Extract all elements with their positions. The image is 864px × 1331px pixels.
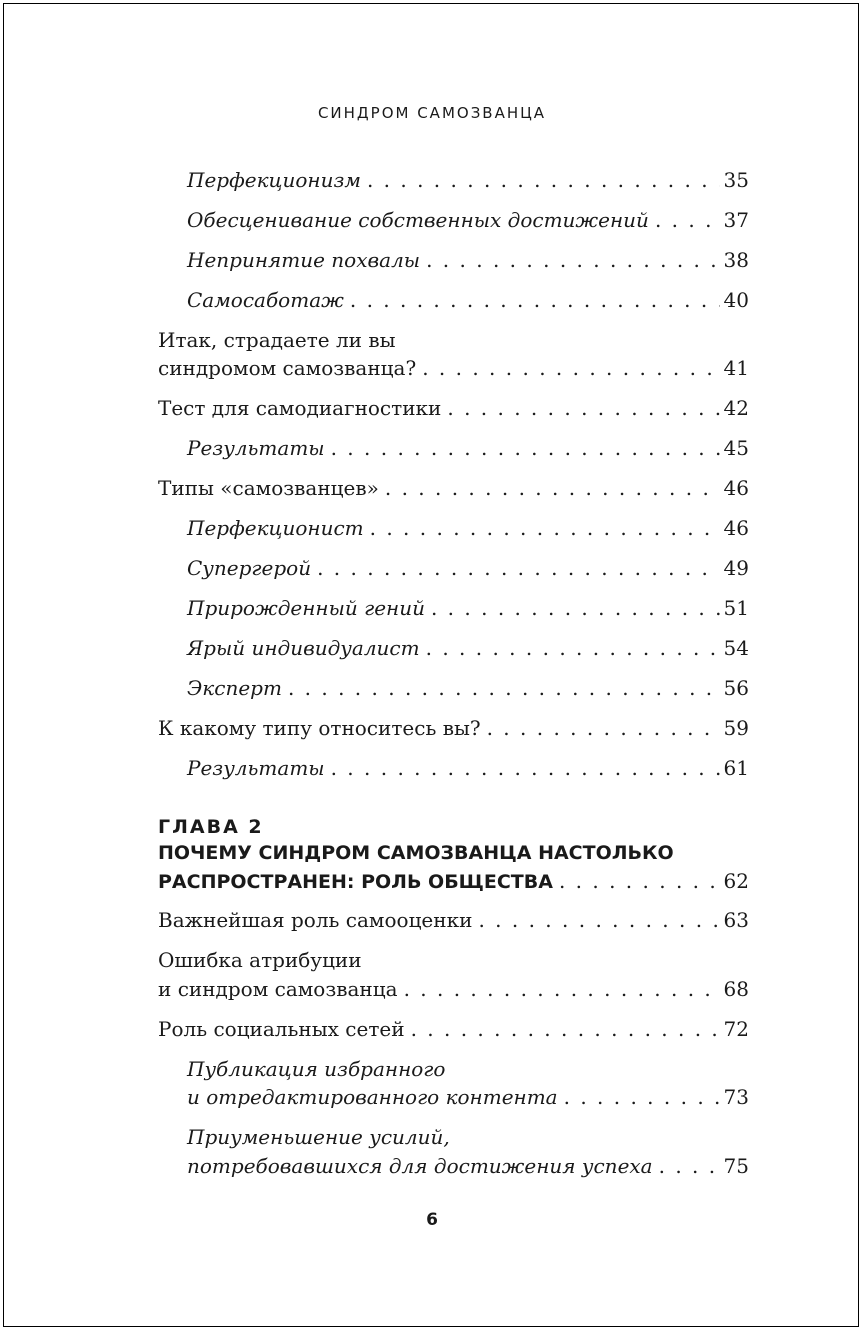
running-head: СИНДРОМ САМОЗВАНЦА — [317, 104, 547, 122]
toc-entry-title: потребовавшихся для достижения успеха — [187, 1154, 653, 1178]
toc-entry-title: Непринятие похвалы — [187, 248, 421, 272]
toc-entry — [187, 633, 749, 663]
toc-entry-title: и отредактированного контента — [187, 1085, 558, 1109]
toc-entry — [187, 1082, 749, 1112]
toc-entry-title: Ярый индивидуалист — [187, 636, 420, 660]
toc-entry-title: Перфекционист — [187, 516, 364, 540]
toc-entry-title: Тест для самодиагностики — [158, 396, 442, 420]
toc-entry-page: 56 — [723, 676, 749, 700]
toc-entry-page: 72 — [723, 1017, 749, 1041]
chapter-page: 62 — [723, 869, 749, 893]
toc-entry — [187, 753, 749, 783]
toc-entry-page: 61 — [723, 756, 749, 780]
chapter-title-line1: ПОЧЕМУ СИНДРОМ САМОЗВАНЦА НАСТОЛЬКО — [158, 842, 674, 864]
toc-entry-title: Важнейшая роль самооценки — [158, 908, 473, 932]
toc-entry-title-line1: Приуменьшение усилий, — [187, 1125, 450, 1149]
toc-entry — [158, 974, 749, 1004]
toc-entry-title: и синдром самозванца — [158, 977, 398, 1001]
toc-entry — [158, 473, 749, 503]
toc-entry-page: 54 — [723, 636, 749, 660]
toc-entry-page: 51 — [723, 596, 749, 620]
toc-entry — [187, 433, 749, 463]
toc-entry — [158, 393, 749, 423]
toc-entry — [187, 513, 749, 543]
toc-entry — [187, 245, 749, 275]
toc-entry — [158, 1014, 749, 1044]
toc-entry-page: 63 — [723, 908, 749, 932]
toc-entry-page: 46 — [723, 476, 749, 500]
toc-entry-page: 75 — [723, 1154, 749, 1178]
toc-entry-title-line1: Ошибка атрибуции — [158, 948, 362, 972]
toc-entry-page: 68 — [723, 977, 749, 1001]
toc-entry-page: 73 — [723, 1085, 749, 1109]
chapter-title-line2: РАСПРОСТРАНЕН: РОЛЬ ОБЩЕСТВА — [158, 871, 553, 893]
toc-entry-title: Перфекционизм — [187, 168, 361, 192]
toc-entry-page: 46 — [723, 516, 749, 540]
toc-entry-title: К какому типу относитесь вы? — [158, 716, 481, 740]
toc-entry — [187, 165, 749, 195]
toc-entry — [158, 713, 749, 743]
toc-entry — [158, 905, 749, 935]
toc-entry-title: Эксперт — [187, 676, 282, 700]
toc-entry-page: 59 — [723, 716, 749, 740]
toc-entry-page: 35 — [723, 168, 749, 192]
toc-entry-page: 49 — [723, 556, 749, 580]
toc-entry-page: 42 — [723, 396, 749, 420]
toc-entry-title: Обесценивание собственных достижений — [187, 208, 649, 232]
toc-entry-title-line1: Публикация избранного — [187, 1057, 446, 1081]
toc-entry-page: 37 — [723, 208, 749, 232]
toc-entry-page: 40 — [723, 288, 749, 312]
toc-entry-page: 41 — [723, 356, 749, 380]
toc-entry-title: синдромом самозванца? — [158, 356, 417, 380]
toc-entry-title-line1: Итак, страдаете ли вы — [158, 328, 396, 352]
toc-entry — [187, 673, 749, 703]
toc-entry-title: Типы «самозванцев» — [158, 476, 379, 500]
page-number: 6 — [426, 1210, 438, 1230]
toc-entry-page: 45 — [723, 436, 749, 460]
toc-entry — [158, 353, 749, 383]
chapter-title-entry — [158, 866, 749, 896]
toc-entry — [187, 1151, 749, 1181]
chapter-label: ГЛАВА 2 — [158, 816, 264, 838]
toc-entry — [187, 285, 749, 315]
toc-entry-title: Результаты — [187, 436, 325, 460]
toc-entry-title: Супергерой — [187, 556, 312, 580]
toc-entry — [187, 593, 749, 623]
toc-entry-page: 38 — [723, 248, 749, 272]
toc-entry-title: Роль социальных сетей — [158, 1017, 405, 1041]
toc-entry — [187, 205, 749, 235]
toc-entry-title: Прирожденный гений — [187, 596, 425, 620]
toc-entry-title: Результаты — [187, 756, 325, 780]
toc-entry — [187, 553, 749, 583]
toc-entry-title: Самосаботаж — [187, 288, 344, 312]
